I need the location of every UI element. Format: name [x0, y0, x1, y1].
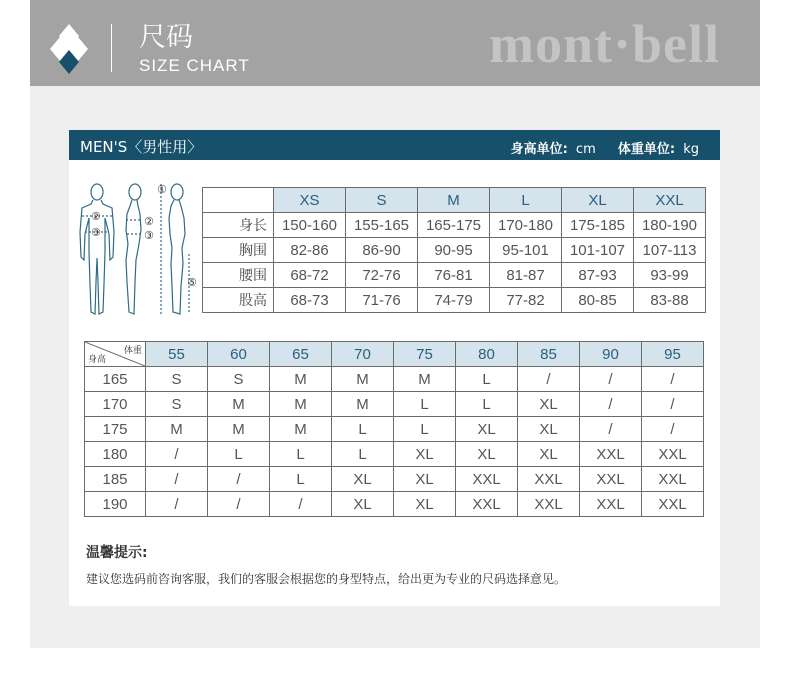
- weight-col-header: 85: [518, 342, 580, 367]
- size-col-header: XXL: [634, 188, 706, 213]
- table-cell: /: [518, 367, 580, 392]
- height-cell: 170: [85, 392, 146, 417]
- table-cell: /: [146, 442, 208, 467]
- table-cell: 165-175: [418, 213, 490, 238]
- height-cell: 165: [85, 367, 146, 392]
- front-body-figure: [80, 184, 114, 314]
- table-cell: 80-85: [562, 288, 634, 313]
- weight-col-header: 75: [394, 342, 456, 367]
- banner-divider: [111, 24, 112, 72]
- table-cell: XXL: [642, 442, 704, 467]
- size-col-header: S: [346, 188, 418, 213]
- table-cell: /: [208, 492, 270, 517]
- height-unit: [511, 142, 596, 157]
- marker-side-2: ②: [144, 215, 154, 228]
- table-cell: /: [642, 417, 704, 442]
- table-corner: [203, 188, 274, 213]
- tips-title: 温馨提示:: [86, 545, 148, 561]
- table-cell: M: [332, 367, 394, 392]
- table-cell: 81-87: [490, 263, 562, 288]
- table-cell: /: [146, 467, 208, 492]
- table-cell: L: [270, 442, 332, 467]
- size-header-row: [203, 188, 706, 213]
- tips-body: 建议您选码前咨询客服，我们的客服会根据您的身型特点，给出更为专业的尺码选择意见。: [86, 572, 567, 586]
- height-unit-label: 身高单位:: [510, 142, 568, 157]
- corner-weight-label: 体重: [123, 346, 142, 356]
- height-cell: 190: [85, 492, 146, 517]
- header-banner: [30, 0, 760, 86]
- content-panel: [30, 86, 760, 648]
- table-cell: M: [208, 417, 270, 442]
- table-cell: 77-82: [490, 288, 562, 313]
- height-cell: 175: [85, 417, 146, 442]
- table-cell: XL: [394, 492, 456, 517]
- table-cell: 150-160: [274, 213, 346, 238]
- size-col-header: XS: [274, 188, 346, 213]
- marker-1: ①: [157, 183, 167, 196]
- table-cell: L: [332, 442, 394, 467]
- size-col-header: L: [490, 188, 562, 213]
- height-cell: 185: [85, 467, 146, 492]
- table-cell: /: [146, 492, 208, 517]
- table-cell: 86-90: [346, 238, 418, 263]
- table-cell: 95-101: [490, 238, 562, 263]
- table-row: [203, 213, 706, 238]
- chart-header-bar: [69, 130, 720, 160]
- table-cell: /: [580, 367, 642, 392]
- table-cell: 101-107: [562, 238, 634, 263]
- marker-side-3: ③: [144, 229, 154, 242]
- body-measurement-figures: [77, 182, 201, 320]
- table-cell: XL: [518, 392, 580, 417]
- height-weight-fit-table: [84, 341, 704, 517]
- weight-col-header: 70: [332, 342, 394, 367]
- marker-3: ③: [91, 226, 101, 239]
- table-row: [203, 288, 706, 313]
- weight-col-header: 60: [208, 342, 270, 367]
- table-cell: XXL: [518, 467, 580, 492]
- table-cell: XL: [394, 467, 456, 492]
- size-col-header: M: [418, 188, 490, 213]
- table-row: [85, 467, 704, 492]
- table-cell: /: [580, 392, 642, 417]
- table-cell: 180-190: [634, 213, 706, 238]
- table-row: [85, 367, 704, 392]
- weight-unit: [618, 142, 699, 157]
- tips-section: [86, 542, 566, 587]
- table-cell: L: [394, 392, 456, 417]
- table-cell: 87-93: [562, 263, 634, 288]
- row-label: 腰围: [203, 263, 274, 288]
- table-cell: XL: [394, 442, 456, 467]
- table-row: [85, 492, 704, 517]
- table-cell: M: [270, 392, 332, 417]
- table-cell: M: [146, 417, 208, 442]
- weight-unit-label: 体重单位:: [617, 142, 676, 157]
- table-cell: XL: [518, 417, 580, 442]
- table-cell: M: [394, 367, 456, 392]
- back-body-figure: [169, 184, 185, 314]
- table-cell: XXL: [580, 442, 642, 467]
- table-cell: 83-88: [634, 288, 706, 313]
- table-row: [85, 417, 704, 442]
- table-cell: S: [146, 392, 208, 417]
- marker-5: ⑤: [187, 276, 197, 289]
- table-cell: XXL: [456, 467, 518, 492]
- table-cell: 71-76: [346, 288, 418, 313]
- table-cell: 72-76: [346, 263, 418, 288]
- table-cell: /: [208, 467, 270, 492]
- row-label: 身长: [203, 213, 274, 238]
- weight-col-header: 95: [642, 342, 704, 367]
- table-cell: 93-99: [634, 263, 706, 288]
- table-cell: XL: [518, 442, 580, 467]
- table-cell: /: [580, 417, 642, 442]
- page-subtitle: SIZE CHART: [139, 56, 250, 75]
- side-body-figure: [126, 184, 141, 314]
- diamond-logo-icon: [50, 24, 88, 74]
- table-cell: M: [332, 392, 394, 417]
- table-corner: [85, 342, 146, 367]
- table-cell: XXL: [642, 467, 704, 492]
- table-cell: L: [456, 367, 518, 392]
- table-cell: XL: [456, 417, 518, 442]
- table-cell: 155-165: [346, 213, 418, 238]
- table-cell: XXL: [580, 492, 642, 517]
- weight-col-header: 90: [580, 342, 642, 367]
- table-cell: XL: [456, 442, 518, 467]
- corner-height-label: 身高: [88, 355, 107, 365]
- table-row: [85, 392, 704, 417]
- table-cell: /: [642, 392, 704, 417]
- table-row: [85, 442, 704, 467]
- table-cell: L: [208, 442, 270, 467]
- table-cell: 170-180: [490, 213, 562, 238]
- table-cell: M: [270, 417, 332, 442]
- weight-col-header: 80: [456, 342, 518, 367]
- table-cell: L: [270, 467, 332, 492]
- table-cell: 90-95: [418, 238, 490, 263]
- table-cell: /: [270, 492, 332, 517]
- table-cell: 74-79: [418, 288, 490, 313]
- row-label: 股高: [203, 288, 274, 313]
- table-cell: 68-73: [274, 288, 346, 313]
- brand-wordmark: mont·bell: [488, 14, 720, 74]
- table-cell: 76-81: [418, 263, 490, 288]
- size-chart-card: [69, 130, 720, 606]
- table-cell: XL: [332, 492, 394, 517]
- table-cell: S: [146, 367, 208, 392]
- table-cell: 107-113: [634, 238, 706, 263]
- size-col-header: XL: [562, 188, 634, 213]
- table-cell: M: [270, 367, 332, 392]
- table-cell: L: [394, 417, 456, 442]
- weight-col-header: 65: [270, 342, 332, 367]
- table-cell: L: [456, 392, 518, 417]
- table-cell: XXL: [518, 492, 580, 517]
- table-cell: 82-86: [274, 238, 346, 263]
- table-cell: S: [208, 367, 270, 392]
- weight-col-header: 55: [146, 342, 208, 367]
- table-cell: XL: [332, 467, 394, 492]
- chart-title: MEN'S〈男性用〉: [80, 138, 203, 156]
- measurement-table: [202, 187, 706, 313]
- row-label: 胸围: [203, 238, 274, 263]
- table-cell: XXL: [580, 467, 642, 492]
- table-row: [203, 263, 706, 288]
- weight-unit-value: kg: [683, 142, 699, 157]
- weight-header-row: [85, 342, 704, 367]
- table-cell: M: [208, 392, 270, 417]
- height-unit-value: cm: [575, 142, 596, 157]
- table-cell: 68-72: [274, 263, 346, 288]
- table-cell: 175-185: [562, 213, 634, 238]
- table-row: [203, 238, 706, 263]
- height-cell: 180: [85, 442, 146, 467]
- table-cell: /: [642, 367, 704, 392]
- page-title: 尺码: [139, 22, 193, 53]
- marker-2: ②: [91, 210, 101, 223]
- table-cell: L: [332, 417, 394, 442]
- unit-info: [493, 138, 699, 157]
- table-cell: XXL: [642, 492, 704, 517]
- table-cell: XXL: [456, 492, 518, 517]
